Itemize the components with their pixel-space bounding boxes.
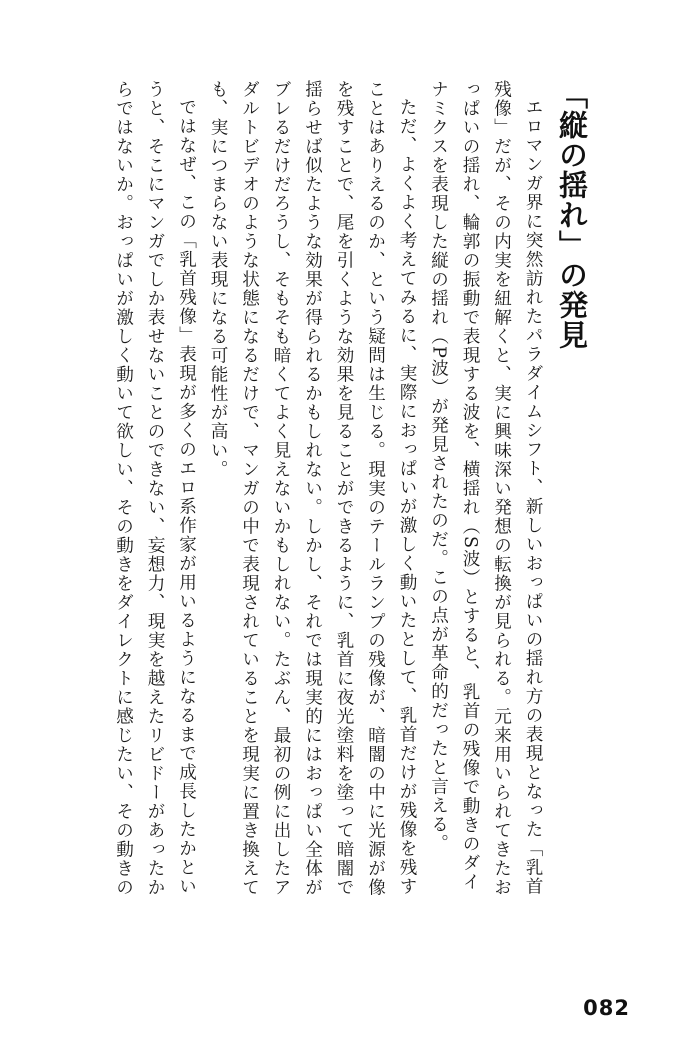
section-heading: 「縦の揺れ」の発見 xyxy=(555,80,589,350)
page-number: 082 xyxy=(583,996,630,1020)
paragraph: ではなぜ、この「乳首残像」表現が多くのエロ系作家が用いるようになるまで成長したかというと、そこにマンガでしか表せないことのできない、妄想力、現実を越えたリビドーがあったからではないか。おっぱいが激しく動いて欲しい、その動きをダイレクトに感じたい、その動きの xyxy=(113,80,197,897)
body-text xyxy=(78,80,548,900)
paragraph: エロマンガ界に突然訪れたパラダイムシフト、新しいおっぱいの揺れ方の表現となった「乳首残像」だが、その内実を紐解くと、実に興味深い発想の転換が見られる。元来用いられてきたおっぱいの揺れ、輪郭の振動で表現する波を、横揺れ（S波）とすると、乳首の残像で動きのダイナミクスを表現した縦の揺れ（P波）が発見されたのだ。この点が革命的だったと言える。 xyxy=(428,80,543,897)
paragraph: ただ、よくよく考えてみるに、実際におっぱいが激しく動いたとして、乳首だけが残像を残すことはありえるのか、という疑問は生じる。現実のテールランプの残像が、暗闇の中に光源が像を残すことで、尾を引くような効果を見ることができるように、乳首に夜光塗料を塗って暗闇で揺らせば似たような効果が得られるかもしれない。しかし、それでは現実的にはおっぱい全体がブレるだけだろうし、そもそも暗くてよく見えないかもしれない。たぶん、最初の例に出したアダルトビデオのような状態になるだけで、マンガの中で表現されていることを現実に置き換えても、実につまらない表現になる可能性が高い。 xyxy=(208,80,417,897)
